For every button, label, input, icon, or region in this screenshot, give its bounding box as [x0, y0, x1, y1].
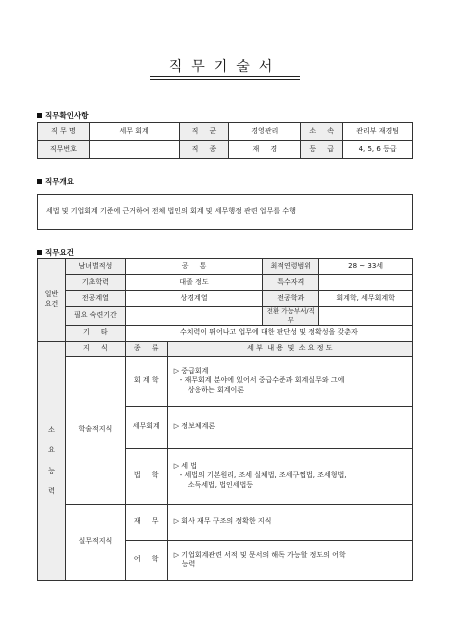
value-major-field: 상경계열	[125, 291, 263, 307]
side-char: 력	[48, 486, 55, 495]
label-certificate: 특수자격	[263, 275, 319, 291]
section-heading-requirements	[37, 247, 74, 258]
section-heading-text: 직무요건	[45, 248, 74, 257]
label-major-field: 전공계열	[65, 291, 125, 307]
knowledge-type: 어 학	[125, 540, 167, 580]
label-job-type: 직 종	[179, 141, 229, 159]
knowledge-type: 법 학	[125, 448, 167, 504]
label-etc: 기 타	[65, 325, 125, 341]
general-requirements-label	[38, 259, 66, 342]
side-char: 소	[48, 425, 55, 434]
section-heading-text: 직무확인사항	[45, 111, 89, 120]
value-education: 대졸 정도	[125, 275, 263, 291]
side-char: 능	[48, 466, 55, 475]
knowledge-type: 재 무	[125, 504, 167, 540]
side-char: 요	[48, 446, 55, 455]
knowledge-type: 회 계 학	[125, 356, 167, 406]
value-duty-number	[89, 141, 179, 159]
value-etc: 수치력이 뛰어나고 업무에 대한 판단성 및 정확성을 갖춘자	[125, 325, 412, 341]
label-education: 기초학력	[65, 275, 125, 291]
knowledge-type: 세무회계	[125, 406, 167, 448]
detail-line: ▷ 정보체계론	[173, 422, 216, 431]
detail-line: ▷ 중급회계	[173, 366, 209, 375]
general-label-line1: 일반	[44, 290, 59, 299]
square-bullet-icon	[37, 250, 42, 255]
label-training-period: 필요 숙련기간	[65, 307, 125, 326]
square-bullet-icon	[37, 113, 42, 118]
detail-line: ▷ 세 법	[173, 461, 198, 470]
detail-line: - 재무회계 분야에 있어서 중급수준과 회계실무와 그에	[179, 376, 345, 385]
detail-line: 상응하는 회계이론	[187, 385, 245, 394]
section-heading-duty-info	[37, 110, 88, 121]
duty-info-table	[37, 122, 413, 159]
knowledge-detail	[167, 540, 412, 580]
practical-knowledge-label: 실무적지식	[65, 504, 125, 580]
required-ability-label	[38, 341, 66, 580]
header-knowledge: 지 식	[65, 341, 125, 356]
value-age: 28 ~ 33세	[319, 259, 413, 275]
detail-line: 능력	[181, 560, 196, 569]
document-title: 직무기술서	[168, 59, 282, 75]
value-grade: 4, 5, 6 등급	[343, 141, 413, 159]
header-type: 종 류	[125, 341, 167, 356]
header-detail: 세 부 내 용 및 소 요 정 도	[167, 341, 412, 356]
label-job-group: 직 군	[179, 123, 229, 141]
knowledge-detail	[167, 356, 412, 406]
label-duty-name: 직 무 명	[38, 123, 90, 141]
detail-line: ▷ 기업회계관련 서적 및 문서의 해독 가능할 정도의 어학	[173, 550, 346, 559]
detail-line: ▷ 회사 재무 구조의 정확한 지식	[173, 517, 272, 526]
requirements-table	[37, 258, 413, 581]
knowledge-detail	[167, 448, 412, 504]
value-certificate	[319, 275, 413, 291]
section-heading-duty-summary	[37, 176, 74, 187]
title-underline-2	[150, 79, 300, 80]
square-bullet-icon	[37, 179, 42, 184]
value-job-group: 경영관리	[229, 123, 301, 141]
value-training-period	[125, 307, 263, 326]
knowledge-detail	[167, 406, 412, 448]
academic-knowledge-label: 학술적지식	[65, 356, 125, 504]
label-grade: 등 급	[301, 141, 343, 159]
label-transfer: 전환 가능부서/직무	[263, 307, 319, 326]
general-label-line2: 요건	[44, 299, 59, 308]
detail-line: 소득세법, 법인세법등	[187, 480, 254, 489]
label-duty-number: 직무번호	[38, 141, 90, 159]
duty-summary-text: 세법 및 기업회계 기준에 근거하여 전체 법인의 회계 및 세무행정 관련 업무를 수행	[46, 207, 296, 215]
value-duty-name: 세무 회계	[89, 123, 179, 141]
label-department: 소 속	[301, 123, 343, 141]
detail-line: - 세법의 기본원리, 조세 실체법, 조세구쩝법, 조세형법,	[179, 471, 347, 480]
value-gender: 공 통	[125, 259, 263, 275]
label-major: 전공학과	[263, 291, 319, 307]
section-heading-text: 직무개요	[45, 177, 74, 186]
value-major: 회계학, 세무회계학	[319, 291, 413, 307]
value-department: 관리부 재경팀	[343, 123, 413, 141]
label-gender: 남녀별적성	[65, 259, 125, 275]
title-underline	[150, 76, 300, 77]
duty-summary-box	[37, 194, 413, 230]
value-job-type: 재 경	[229, 141, 301, 159]
value-transfer	[319, 307, 413, 326]
knowledge-detail	[167, 504, 412, 540]
label-age: 최적연령범위	[263, 259, 319, 275]
